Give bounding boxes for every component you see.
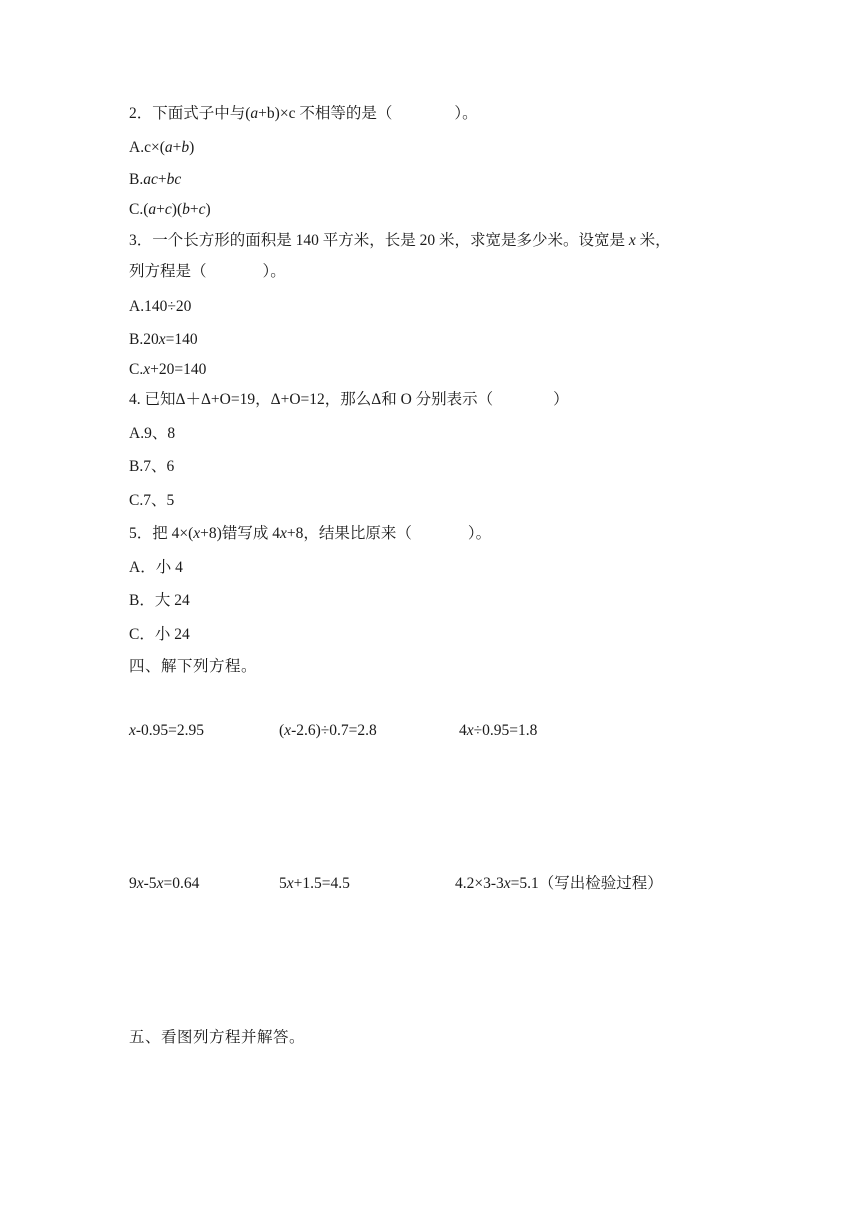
option-label: B． [129,592,155,609]
option-var: x [143,361,151,378]
eq-var: x [503,875,511,892]
eq-var: x [136,875,144,892]
eq-text: 5 [279,875,287,892]
option-text: +20=140 [150,361,207,378]
eq-text: 4 [459,722,467,739]
option-label: A. [129,139,145,156]
q3-option-c [129,360,206,380]
eq-var: x [284,722,292,739]
eq-text: =5.1（写出检验过程） [510,875,663,892]
option-var: bc [166,171,182,188]
q2-option-a [129,138,194,158]
option-text: + [189,201,199,218]
section-four-title: 四、解下列方程。 [129,658,258,675]
eq-text: +1.5=4.5 [293,875,350,892]
option-text: 9、8 [144,425,176,442]
equation-5 [279,874,350,894]
option-var: c [198,201,206,218]
option-var: c [164,201,172,218]
q5-option-a [129,558,183,578]
eq-text: -5 [143,875,157,892]
q4-stem-prefix: 4. 已知Δ＋Δ+O=19，Δ+O=12，那么Δ和 O 分别表示（ [129,391,494,408]
equation-2 [279,721,377,741]
equation-6 [455,874,663,894]
eq-var: x [129,722,136,739]
option-var: ac [143,171,158,188]
q3-var-x: x [628,232,636,249]
option-var: a [164,139,173,156]
option-text: 20 [143,331,159,348]
option-var: x [158,331,166,348]
option-text: + [172,139,182,156]
eq-text: -0.95=2.95 [135,722,205,739]
equation-1 [129,721,204,741]
option-text: + [157,171,167,188]
q2-stem-suffix: ）。 [454,105,478,122]
question-3-stem-line2 [129,262,286,282]
equation-4 [129,874,199,894]
option-text: ( [143,201,149,218]
option-text: 小 4 [155,559,183,576]
q3-stem-prefix: 3．一个长方形的面积是 140 平方米，长是 20 米，求宽是多少米。设宽是 [129,232,629,249]
eq-text: ( [279,722,285,739]
eq-text: 4.2×3-3 [455,875,504,892]
q5-stem-suffix: ）。 [467,525,492,542]
option-label: C． [129,626,155,643]
eq-text: 9 [129,875,137,892]
q3-stem-suffix: 米， [635,232,671,249]
option-label: B. [129,331,144,348]
option-text: ) [205,201,211,218]
q5-stem-part: 5．把 4×( [129,525,194,542]
option-text: ) [189,139,195,156]
option-text: 大 24 [154,592,190,609]
option-label: C. [129,201,144,218]
q4-stem-suffix: ） [553,391,569,408]
option-label: A. [129,425,145,442]
question-5-stem [129,524,491,544]
option-label: C. [129,492,144,509]
q4-option-a [129,424,175,444]
q2-option-b [129,170,181,190]
option-label: A. [129,298,145,315]
q4-option-b [129,457,174,477]
option-label: C. [129,361,144,378]
option-text: 小 24 [154,626,190,643]
question-3-stem-line1 [129,231,671,251]
option-var: a [148,201,157,218]
eq-var: x [466,722,474,739]
q5-stem-part: +8，结果比原来（ [286,525,412,542]
q3-stem-line2-suffix: ）。 [262,263,286,280]
option-text: =140 [165,331,198,348]
option-label: B. [129,171,144,188]
option-label: A． [129,559,156,576]
option-text: + [156,201,165,218]
question-4-stem [129,390,569,410]
option-text: 7、5 [143,492,175,509]
q5-var-x: x [193,525,201,542]
question-2-stem [129,104,478,124]
q2-stem-prefix: 2．下面式子中与( [129,105,251,122]
option-text: c×( [144,139,165,156]
q3-option-a [129,297,191,317]
q5-var-x: x [279,525,287,542]
q2-option-c [129,200,211,220]
q5-stem-part: +8)错写成 4 [200,525,280,542]
q5-option-c [129,625,190,645]
eq-var: x [156,875,164,892]
q4-option-c [129,491,174,511]
q2-stem-mid: +b)×c 不相等的是（ [258,105,393,122]
q3-option-b [129,330,198,350]
eq-text: ÷0.95=1.8 [473,722,538,739]
eq-text: -2.6)÷0.7=2.8 [291,722,377,739]
option-var: b [181,139,190,156]
option-var: b [182,201,190,218]
q3-stem-line2-prefix: 列方程是（ [129,263,207,280]
q5-option-b [129,591,190,611]
q2-var-a: a [250,105,259,122]
eq-text: =0.64 [163,875,200,892]
option-text: 7、6 [143,458,175,475]
eq-var: x [286,875,294,892]
equation-3 [459,721,537,741]
option-text: )( [171,201,183,218]
section-five-title: 五、看图列方程并解答。 [129,1029,306,1046]
option-text: 140÷20 [144,298,192,315]
option-label: B. [129,458,144,475]
